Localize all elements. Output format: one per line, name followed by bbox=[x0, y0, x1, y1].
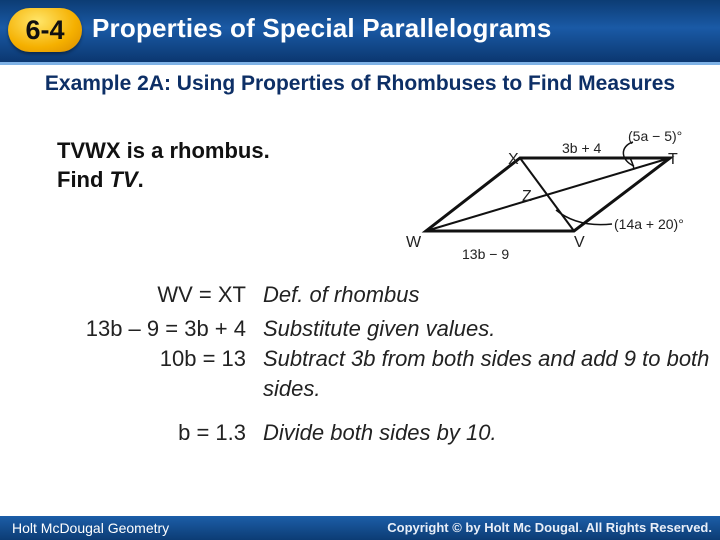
vertex-label-t: T bbox=[668, 151, 678, 168]
angle-label-top: (5a − 5)° bbox=[628, 128, 683, 144]
vertex-label-v: V bbox=[574, 234, 585, 251]
solution-steps bbox=[0, 278, 720, 458]
vertex-label-x: X bbox=[508, 151, 519, 168]
equation-3: 10b = 13 bbox=[159, 346, 246, 371]
prompt-line-2 bbox=[57, 165, 270, 194]
rhombus-figure bbox=[398, 126, 708, 266]
equation-4: b = 1.3 bbox=[178, 420, 246, 445]
example-title: Example 2A: Using Properties of Rhombuses to Find Measures bbox=[44, 72, 676, 95]
reason-1: Def. of rhombus bbox=[263, 282, 420, 307]
lesson-badge: 6-4 bbox=[8, 8, 82, 52]
problem-prompt bbox=[57, 136, 270, 194]
equation-1: WV = XT bbox=[157, 282, 246, 307]
slide-footer bbox=[0, 516, 720, 540]
reason-2: Substitute given values. bbox=[263, 316, 496, 341]
reason-3: Subtract 3b from both sides and add 9 to both sides. bbox=[263, 346, 710, 401]
slide-header bbox=[0, 0, 720, 65]
center-label-z: Z bbox=[522, 188, 532, 205]
angle-label-bottom: (14a + 20)° bbox=[614, 216, 684, 232]
prompt-line-1: TVWX is a rhombus. bbox=[57, 138, 270, 163]
prompt-period: . bbox=[137, 167, 144, 192]
slide-title: Properties of Special Parallelograms bbox=[92, 13, 552, 43]
side-label-wv: 13b − 9 bbox=[462, 246, 510, 262]
publisher-label: Holt McDougal Geometry bbox=[12, 520, 170, 536]
copyright-label: Copyright © by Holt Mc Dougal. All Rights Reserved. bbox=[387, 520, 712, 535]
reason-4: Divide both sides by 10. bbox=[263, 420, 497, 445]
prompt-find: Find bbox=[57, 167, 110, 192]
equation-2: 13b – 9 = 3b + 4 bbox=[85, 316, 246, 341]
prompt-variable: TV bbox=[109, 167, 138, 192]
side-label-xt: 3b + 4 bbox=[562, 140, 602, 156]
vertex-label-w: W bbox=[406, 234, 422, 251]
